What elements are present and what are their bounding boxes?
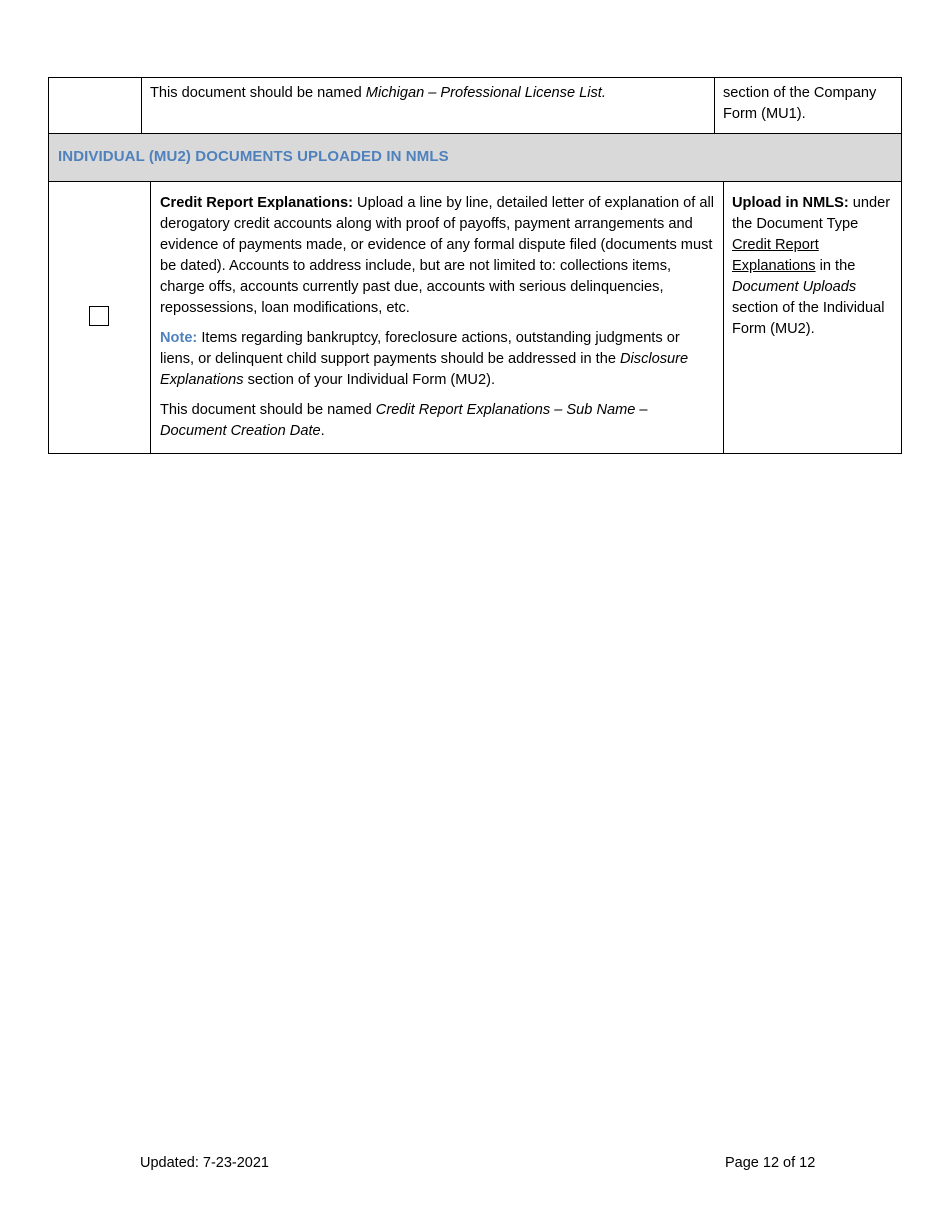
note-label: Note:: [160, 330, 198, 346]
note-suffix: section of your Individual Form (MU2).: [243, 372, 495, 388]
upload-title: Upload in NMLS:: [732, 195, 849, 211]
document-name: Credit Report Explanations – Sub Name – Document Creation Date: [160, 402, 648, 439]
previous-item-row: [48, 77, 902, 134]
footer-updated: Updated: 7-23-2021: [140, 1155, 269, 1171]
note-italic: Disclosure Explanations: [160, 351, 689, 388]
upload-location-text: section of the Company Form (MU1).: [723, 85, 877, 122]
upload-italic: Document Uploads: [732, 279, 857, 295]
naming-prefix: This document should be named: [160, 402, 376, 418]
item-description: Upload a line by line, detailed letter of explanation of all derogatory credit accounts along with proof of payoffs, payment arrangements and evidence of payments made, or evidence of any formal dispute filed (documents must be dated). Accounts to address include, but are not limited to: collections items, charge offs, accounts currently past due, accounts with serious delinquencies, repossessions, loan modifications, etc.: [160, 195, 715, 316]
document-name: Michigan – Professional License List.: [365, 85, 606, 101]
section-header: [48, 134, 902, 181]
upload-text-3: section of the Individual Form (MU2).: [732, 300, 885, 337]
note-text: Items regarding bankruptcy, foreclosure actions, outstanding judgments or liens, or delinquent child support payments should be addressed in the: [160, 330, 680, 367]
item-description-cell: [150, 181, 723, 454]
document-type-link: Credit Report Explanations: [732, 237, 819, 274]
item-title: Credit Report Explanations:: [160, 195, 353, 211]
naming-prefix: This document should be named: [150, 85, 366, 101]
item-checkbox[interactable]: [89, 306, 109, 326]
section-title: INDIVIDUAL (MU2) DOCUMENTS UPLOADED IN NMLS: [58, 148, 449, 165]
checkbox-cell: [48, 77, 141, 134]
upload-text-2: in the: [815, 258, 856, 274]
footer-page-number: Page 12 of 12: [725, 1155, 816, 1171]
naming-paragraph: [160, 400, 715, 442]
note-paragraph: [160, 328, 715, 391]
checkbox-cell: [48, 181, 150, 454]
upload-instructions-cell: [714, 77, 902, 134]
naming-suffix: .: [320, 423, 325, 439]
credit-report-row: [48, 181, 902, 454]
item-description-cell: [141, 77, 714, 134]
upload-instructions-cell: [723, 181, 902, 454]
upload-text-1: under the Document Type: [732, 195, 891, 232]
description-paragraph: [160, 193, 715, 319]
